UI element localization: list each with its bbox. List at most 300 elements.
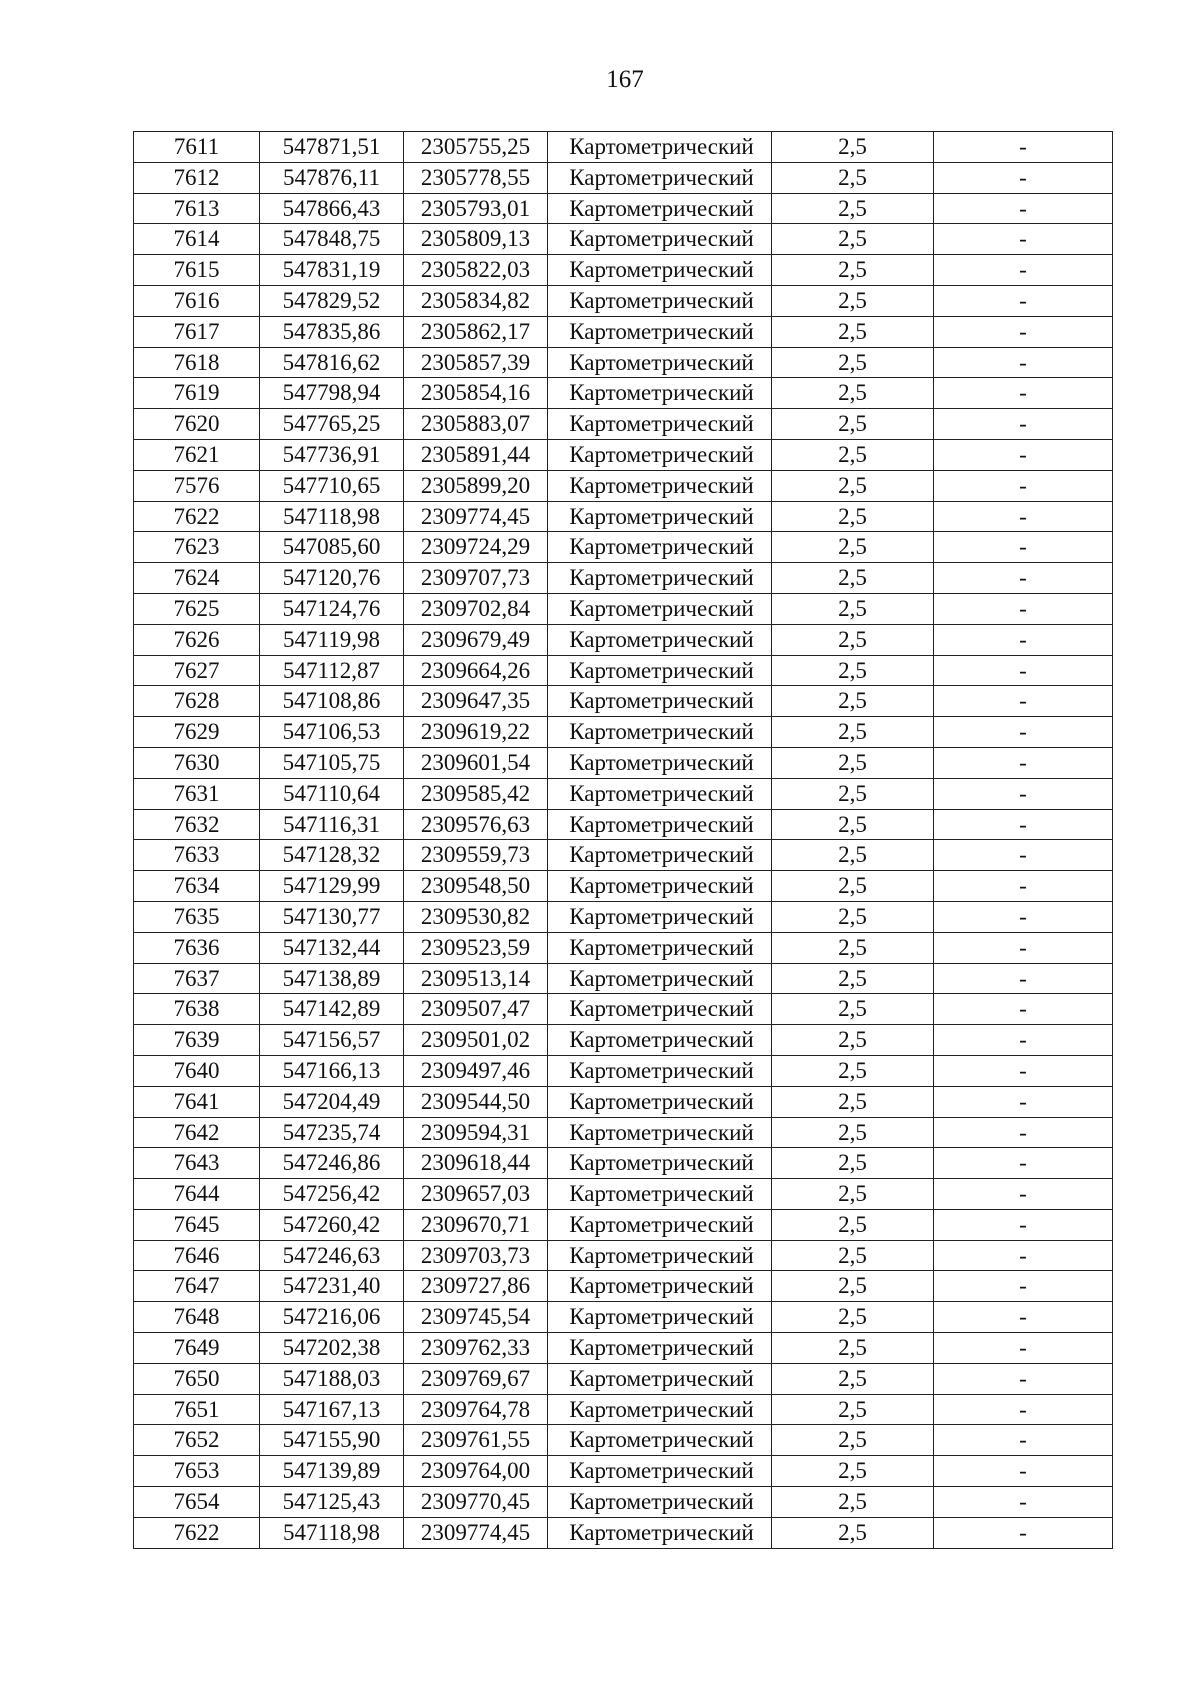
table-row — [134, 1148, 1113, 1179]
y-coordinate-cell: 2309619,22 — [404, 717, 548, 748]
y-coordinate-cell: 2309497,46 — [404, 1055, 548, 1086]
description-cell: - — [934, 840, 1113, 871]
point-number-cell: 7632 — [134, 809, 260, 840]
table-row — [134, 1333, 1113, 1364]
description-cell: - — [934, 994, 1113, 1025]
x-coordinate-cell: 547188,03 — [260, 1363, 404, 1394]
description-cell: - — [934, 1425, 1113, 1456]
point-number-cell: 7619 — [134, 378, 260, 409]
accuracy-cell: 2,5 — [772, 1025, 934, 1056]
x-coordinate-cell: 547736,91 — [260, 439, 404, 470]
table-row — [134, 840, 1113, 871]
point-number-cell: 7650 — [134, 1363, 260, 1394]
table-row — [134, 501, 1113, 532]
method-cell: Картометрический — [548, 378, 772, 409]
description-cell: - — [934, 871, 1113, 902]
method-cell: Картометрический — [548, 778, 772, 809]
accuracy-cell: 2,5 — [772, 347, 934, 378]
method-cell: Картометрический — [548, 1425, 772, 1456]
x-coordinate-cell: 547139,89 — [260, 1456, 404, 1487]
description-cell: - — [934, 316, 1113, 347]
table-row — [134, 1209, 1113, 1240]
x-coordinate-cell: 547085,60 — [260, 532, 404, 563]
method-cell: Картометрический — [548, 255, 772, 286]
point-number-cell: 7638 — [134, 994, 260, 1025]
accuracy-cell: 2,5 — [772, 162, 934, 193]
x-coordinate-cell: 547710,65 — [260, 470, 404, 501]
method-cell: Картометрический — [548, 1333, 772, 1364]
y-coordinate-cell: 2309764,00 — [404, 1456, 548, 1487]
accuracy-cell: 2,5 — [772, 1086, 934, 1117]
description-cell: - — [934, 132, 1113, 163]
x-coordinate-cell: 547120,76 — [260, 563, 404, 594]
point-number-cell: 7633 — [134, 840, 260, 871]
table-row — [134, 1456, 1113, 1487]
y-coordinate-cell: 2309745,54 — [404, 1302, 548, 1333]
method-cell: Картометрический — [548, 840, 772, 871]
table-row — [134, 686, 1113, 717]
method-cell: Картометрический — [548, 224, 772, 255]
table-row — [134, 193, 1113, 224]
y-coordinate-cell: 2309679,49 — [404, 624, 548, 655]
accuracy-cell: 2,5 — [772, 1425, 934, 1456]
accuracy-cell: 2,5 — [772, 1271, 934, 1302]
x-coordinate-cell: 547130,77 — [260, 901, 404, 932]
point-number-cell: 7639 — [134, 1025, 260, 1056]
point-number-cell: 7576 — [134, 470, 260, 501]
method-cell: Картометрический — [548, 1209, 772, 1240]
point-number-cell: 7625 — [134, 593, 260, 624]
y-coordinate-cell: 2309585,42 — [404, 778, 548, 809]
y-coordinate-cell: 2305755,25 — [404, 132, 548, 163]
y-coordinate-cell: 2309544,50 — [404, 1086, 548, 1117]
accuracy-cell: 2,5 — [772, 932, 934, 963]
point-number-cell: 7613 — [134, 193, 260, 224]
accuracy-cell: 2,5 — [772, 1240, 934, 1271]
method-cell: Картометрический — [548, 1055, 772, 1086]
accuracy-cell: 2,5 — [772, 778, 934, 809]
y-coordinate-cell: 2309507,47 — [404, 994, 548, 1025]
x-coordinate-cell: 547876,11 — [260, 162, 404, 193]
description-cell: - — [934, 963, 1113, 994]
x-coordinate-cell: 547202,38 — [260, 1333, 404, 1364]
y-coordinate-cell: 2305891,44 — [404, 439, 548, 470]
x-coordinate-cell: 547112,87 — [260, 655, 404, 686]
x-coordinate-cell: 547118,98 — [260, 1517, 404, 1548]
y-coordinate-cell: 2305862,17 — [404, 316, 548, 347]
method-cell: Картометрический — [548, 285, 772, 316]
y-coordinate-cell: 2305883,07 — [404, 409, 548, 440]
x-coordinate-cell: 547156,57 — [260, 1025, 404, 1056]
accuracy-cell: 2,5 — [772, 1517, 934, 1548]
point-number-cell: 7637 — [134, 963, 260, 994]
x-coordinate-cell: 547110,64 — [260, 778, 404, 809]
table-row — [134, 439, 1113, 470]
x-coordinate-cell: 547108,86 — [260, 686, 404, 717]
method-cell: Картометрический — [548, 1394, 772, 1425]
point-number-cell: 7654 — [134, 1487, 260, 1518]
description-cell: - — [934, 285, 1113, 316]
accuracy-cell: 2,5 — [772, 963, 934, 994]
point-number-cell: 7623 — [134, 532, 260, 563]
accuracy-cell: 2,5 — [772, 1179, 934, 1210]
x-coordinate-cell: 547231,40 — [260, 1271, 404, 1302]
table-row — [134, 162, 1113, 193]
method-cell: Картометрический — [548, 655, 772, 686]
table-row — [134, 1487, 1113, 1518]
y-coordinate-cell: 2305899,20 — [404, 470, 548, 501]
table-row — [134, 1025, 1113, 1056]
point-number-cell: 7630 — [134, 747, 260, 778]
table-row — [134, 1240, 1113, 1271]
coordinates-table — [133, 131, 1113, 1549]
point-number-cell: 7651 — [134, 1394, 260, 1425]
description-cell: - — [934, 747, 1113, 778]
accuracy-cell: 2,5 — [772, 439, 934, 470]
point-number-cell: 7631 — [134, 778, 260, 809]
accuracy-cell: 2,5 — [772, 1487, 934, 1518]
description-cell: - — [934, 1333, 1113, 1364]
x-coordinate-cell: 547831,19 — [260, 255, 404, 286]
point-number-cell: 7646 — [134, 1240, 260, 1271]
description-cell: - — [934, 1487, 1113, 1518]
y-coordinate-cell: 2309703,73 — [404, 1240, 548, 1271]
y-coordinate-cell: 2309647,35 — [404, 686, 548, 717]
y-coordinate-cell: 2305834,82 — [404, 285, 548, 316]
description-cell: - — [934, 1363, 1113, 1394]
accuracy-cell: 2,5 — [772, 840, 934, 871]
point-number-cell: 7616 — [134, 285, 260, 316]
description-cell: - — [934, 224, 1113, 255]
accuracy-cell: 2,5 — [772, 809, 934, 840]
method-cell: Картометрический — [548, 1302, 772, 1333]
point-number-cell: 7629 — [134, 717, 260, 748]
table-row — [134, 409, 1113, 440]
table-row — [134, 778, 1113, 809]
table-row — [134, 1086, 1113, 1117]
y-coordinate-cell: 2309576,63 — [404, 809, 548, 840]
point-number-cell: 7615 — [134, 255, 260, 286]
y-coordinate-cell: 2305857,39 — [404, 347, 548, 378]
y-coordinate-cell: 2305793,01 — [404, 193, 548, 224]
y-coordinate-cell: 2309724,29 — [404, 532, 548, 563]
method-cell: Картометрический — [548, 747, 772, 778]
y-coordinate-cell: 2309670,71 — [404, 1209, 548, 1240]
method-cell: Картометрический — [548, 1240, 772, 1271]
table-row — [134, 532, 1113, 563]
x-coordinate-cell: 547235,74 — [260, 1117, 404, 1148]
y-coordinate-cell: 2309774,45 — [404, 1517, 548, 1548]
method-cell: Картометрический — [548, 316, 772, 347]
y-coordinate-cell: 2309523,59 — [404, 932, 548, 963]
x-coordinate-cell: 547848,75 — [260, 224, 404, 255]
x-coordinate-cell: 547118,98 — [260, 501, 404, 532]
table-row — [134, 224, 1113, 255]
table-row — [134, 1302, 1113, 1333]
accuracy-cell: 2,5 — [772, 470, 934, 501]
table-row — [134, 1517, 1113, 1548]
y-coordinate-cell: 2309664,26 — [404, 655, 548, 686]
point-number-cell: 7622 — [134, 501, 260, 532]
table-row — [134, 316, 1113, 347]
y-coordinate-cell: 2309513,14 — [404, 963, 548, 994]
accuracy-cell: 2,5 — [772, 563, 934, 594]
table-row — [134, 132, 1113, 163]
description-cell: - — [934, 1055, 1113, 1086]
description-cell: - — [934, 593, 1113, 624]
table-row — [134, 871, 1113, 902]
x-coordinate-cell: 547871,51 — [260, 132, 404, 163]
description-cell: - — [934, 1302, 1113, 1333]
accuracy-cell: 2,5 — [772, 1456, 934, 1487]
point-number-cell: 7624 — [134, 563, 260, 594]
x-coordinate-cell: 547166,13 — [260, 1055, 404, 1086]
method-cell: Картометрический — [548, 501, 772, 532]
accuracy-cell: 2,5 — [772, 624, 934, 655]
table-row — [134, 1179, 1113, 1210]
y-coordinate-cell: 2309559,73 — [404, 840, 548, 871]
point-number-cell: 7641 — [134, 1086, 260, 1117]
x-coordinate-cell: 547216,06 — [260, 1302, 404, 1333]
description-cell: - — [934, 624, 1113, 655]
accuracy-cell: 2,5 — [772, 717, 934, 748]
method-cell: Картометрический — [548, 932, 772, 963]
y-coordinate-cell: 2309601,54 — [404, 747, 548, 778]
accuracy-cell: 2,5 — [772, 285, 934, 316]
method-cell: Картометрический — [548, 593, 772, 624]
y-coordinate-cell: 2309764,78 — [404, 1394, 548, 1425]
y-coordinate-cell: 2309762,33 — [404, 1333, 548, 1364]
accuracy-cell: 2,5 — [772, 378, 934, 409]
method-cell: Картометрический — [548, 809, 772, 840]
description-cell: - — [934, 532, 1113, 563]
description-cell: - — [934, 439, 1113, 470]
x-coordinate-cell: 547816,62 — [260, 347, 404, 378]
point-number-cell: 7652 — [134, 1425, 260, 1456]
y-coordinate-cell: 2305778,55 — [404, 162, 548, 193]
point-number-cell: 7644 — [134, 1179, 260, 1210]
method-cell: Картометрический — [548, 1086, 772, 1117]
x-coordinate-cell: 547138,89 — [260, 963, 404, 994]
point-number-cell: 7643 — [134, 1148, 260, 1179]
description-cell: - — [934, 717, 1113, 748]
accuracy-cell: 2,5 — [772, 316, 934, 347]
y-coordinate-cell: 2309761,55 — [404, 1425, 548, 1456]
table-row — [134, 1425, 1113, 1456]
accuracy-cell: 2,5 — [772, 1394, 934, 1425]
method-cell: Картометрический — [548, 1025, 772, 1056]
accuracy-cell: 2,5 — [772, 193, 934, 224]
x-coordinate-cell: 547246,63 — [260, 1240, 404, 1271]
x-coordinate-cell: 547167,13 — [260, 1394, 404, 1425]
y-coordinate-cell: 2309727,86 — [404, 1271, 548, 1302]
accuracy-cell: 2,5 — [772, 1148, 934, 1179]
method-cell: Картометрический — [548, 162, 772, 193]
description-cell: - — [934, 1086, 1113, 1117]
point-number-cell: 7612 — [134, 162, 260, 193]
accuracy-cell: 2,5 — [772, 1302, 934, 1333]
description-cell: - — [934, 778, 1113, 809]
point-number-cell: 7653 — [134, 1456, 260, 1487]
point-number-cell: 7621 — [134, 439, 260, 470]
method-cell: Картометрический — [548, 1487, 772, 1518]
accuracy-cell: 2,5 — [772, 655, 934, 686]
method-cell: Картометрический — [548, 470, 772, 501]
method-cell: Картометрический — [548, 1117, 772, 1148]
method-cell: Картометрический — [548, 871, 772, 902]
accuracy-cell: 2,5 — [772, 994, 934, 1025]
point-number-cell: 7648 — [134, 1302, 260, 1333]
point-number-cell: 7634 — [134, 871, 260, 902]
accuracy-cell: 2,5 — [772, 255, 934, 286]
accuracy-cell: 2,5 — [772, 1117, 934, 1148]
accuracy-cell: 2,5 — [772, 593, 934, 624]
y-coordinate-cell: 2309594,31 — [404, 1117, 548, 1148]
method-cell: Картометрический — [548, 439, 772, 470]
y-coordinate-cell: 2309501,02 — [404, 1025, 548, 1056]
table-row — [134, 1271, 1113, 1302]
method-cell: Картометрический — [548, 686, 772, 717]
point-number-cell: 7628 — [134, 686, 260, 717]
y-coordinate-cell: 2305854,16 — [404, 378, 548, 409]
accuracy-cell: 2,5 — [772, 532, 934, 563]
accuracy-cell: 2,5 — [772, 747, 934, 778]
description-cell: - — [934, 378, 1113, 409]
point-number-cell: 7642 — [134, 1117, 260, 1148]
y-coordinate-cell: 2309530,82 — [404, 901, 548, 932]
table-row — [134, 563, 1113, 594]
x-coordinate-cell: 547204,49 — [260, 1086, 404, 1117]
table-row — [134, 1055, 1113, 1086]
point-number-cell: 7627 — [134, 655, 260, 686]
method-cell: Картометрический — [548, 1271, 772, 1302]
description-cell: - — [934, 470, 1113, 501]
method-cell: Картометрический — [548, 624, 772, 655]
table-row — [134, 285, 1113, 316]
description-cell: - — [934, 1209, 1113, 1240]
description-cell: - — [934, 655, 1113, 686]
method-cell: Картометрический — [548, 963, 772, 994]
description-cell: - — [934, 563, 1113, 594]
accuracy-cell: 2,5 — [772, 1209, 934, 1240]
table-row — [134, 1117, 1113, 1148]
table-row — [134, 347, 1113, 378]
x-coordinate-cell: 547155,90 — [260, 1425, 404, 1456]
table-row — [134, 932, 1113, 963]
y-coordinate-cell: 2305822,03 — [404, 255, 548, 286]
method-cell: Картометрический — [548, 1456, 772, 1487]
table-row — [134, 963, 1113, 994]
description-cell: - — [934, 255, 1113, 286]
x-coordinate-cell: 547125,43 — [260, 1487, 404, 1518]
x-coordinate-cell: 547106,53 — [260, 717, 404, 748]
accuracy-cell: 2,5 — [772, 1363, 934, 1394]
table-row — [134, 1394, 1113, 1425]
point-number-cell: 7611 — [134, 132, 260, 163]
point-number-cell: 7649 — [134, 1333, 260, 1364]
x-coordinate-cell: 547866,43 — [260, 193, 404, 224]
accuracy-cell: 2,5 — [772, 409, 934, 440]
x-coordinate-cell: 547124,76 — [260, 593, 404, 624]
description-cell: - — [934, 1271, 1113, 1302]
method-cell: Картометрический — [548, 563, 772, 594]
table-row — [134, 378, 1113, 409]
table-row — [134, 624, 1113, 655]
table-row — [134, 901, 1113, 932]
y-coordinate-cell: 2309702,84 — [404, 593, 548, 624]
table-row — [134, 1363, 1113, 1394]
method-cell: Картометрический — [548, 901, 772, 932]
x-coordinate-cell: 547260,42 — [260, 1209, 404, 1240]
y-coordinate-cell: 2309618,44 — [404, 1148, 548, 1179]
method-cell: Картометрический — [548, 347, 772, 378]
description-cell: - — [934, 193, 1113, 224]
point-number-cell: 7647 — [134, 1271, 260, 1302]
x-coordinate-cell: 547129,99 — [260, 871, 404, 902]
point-number-cell: 7618 — [134, 347, 260, 378]
point-number-cell: 7620 — [134, 409, 260, 440]
method-cell: Картометрический — [548, 1179, 772, 1210]
accuracy-cell: 2,5 — [772, 224, 934, 255]
y-coordinate-cell: 2309769,67 — [404, 1363, 548, 1394]
description-cell: - — [934, 1394, 1113, 1425]
x-coordinate-cell: 547132,44 — [260, 932, 404, 963]
accuracy-cell: 2,5 — [772, 686, 934, 717]
accuracy-cell: 2,5 — [772, 1055, 934, 1086]
x-coordinate-cell: 547116,31 — [260, 809, 404, 840]
x-coordinate-cell: 547798,94 — [260, 378, 404, 409]
description-cell: - — [934, 901, 1113, 932]
description-cell: - — [934, 1025, 1113, 1056]
description-cell: - — [934, 686, 1113, 717]
description-cell: - — [934, 1179, 1113, 1210]
method-cell: Картометрический — [548, 132, 772, 163]
method-cell: Картометрический — [548, 409, 772, 440]
description-cell: - — [934, 1148, 1113, 1179]
x-coordinate-cell: 547829,52 — [260, 285, 404, 316]
table-row — [134, 470, 1113, 501]
x-coordinate-cell: 547835,86 — [260, 316, 404, 347]
point-number-cell: 7614 — [134, 224, 260, 255]
x-coordinate-cell: 547256,42 — [260, 1179, 404, 1210]
description-cell: - — [934, 1240, 1113, 1271]
description-cell: - — [934, 347, 1113, 378]
table-row — [134, 994, 1113, 1025]
accuracy-cell: 2,5 — [772, 501, 934, 532]
table-row — [134, 809, 1113, 840]
point-number-cell: 7635 — [134, 901, 260, 932]
method-cell: Картометрический — [548, 717, 772, 748]
point-number-cell: 7626 — [134, 624, 260, 655]
accuracy-cell: 2,5 — [772, 1333, 934, 1364]
accuracy-cell: 2,5 — [772, 132, 934, 163]
method-cell: Картометрический — [548, 193, 772, 224]
table-row — [134, 717, 1113, 748]
accuracy-cell: 2,5 — [772, 871, 934, 902]
method-cell: Картометрический — [548, 1363, 772, 1394]
point-number-cell: 7636 — [134, 932, 260, 963]
point-number-cell: 7622 — [134, 1517, 260, 1548]
method-cell: Картометрический — [548, 1148, 772, 1179]
description-cell: - — [934, 809, 1113, 840]
y-coordinate-cell: 2309770,45 — [404, 1487, 548, 1518]
y-coordinate-cell: 2309657,03 — [404, 1179, 548, 1210]
x-coordinate-cell: 547119,98 — [260, 624, 404, 655]
page-number: 167 — [606, 66, 644, 93]
method-cell: Картометрический — [548, 994, 772, 1025]
description-cell: - — [934, 409, 1113, 440]
table-row — [134, 593, 1113, 624]
